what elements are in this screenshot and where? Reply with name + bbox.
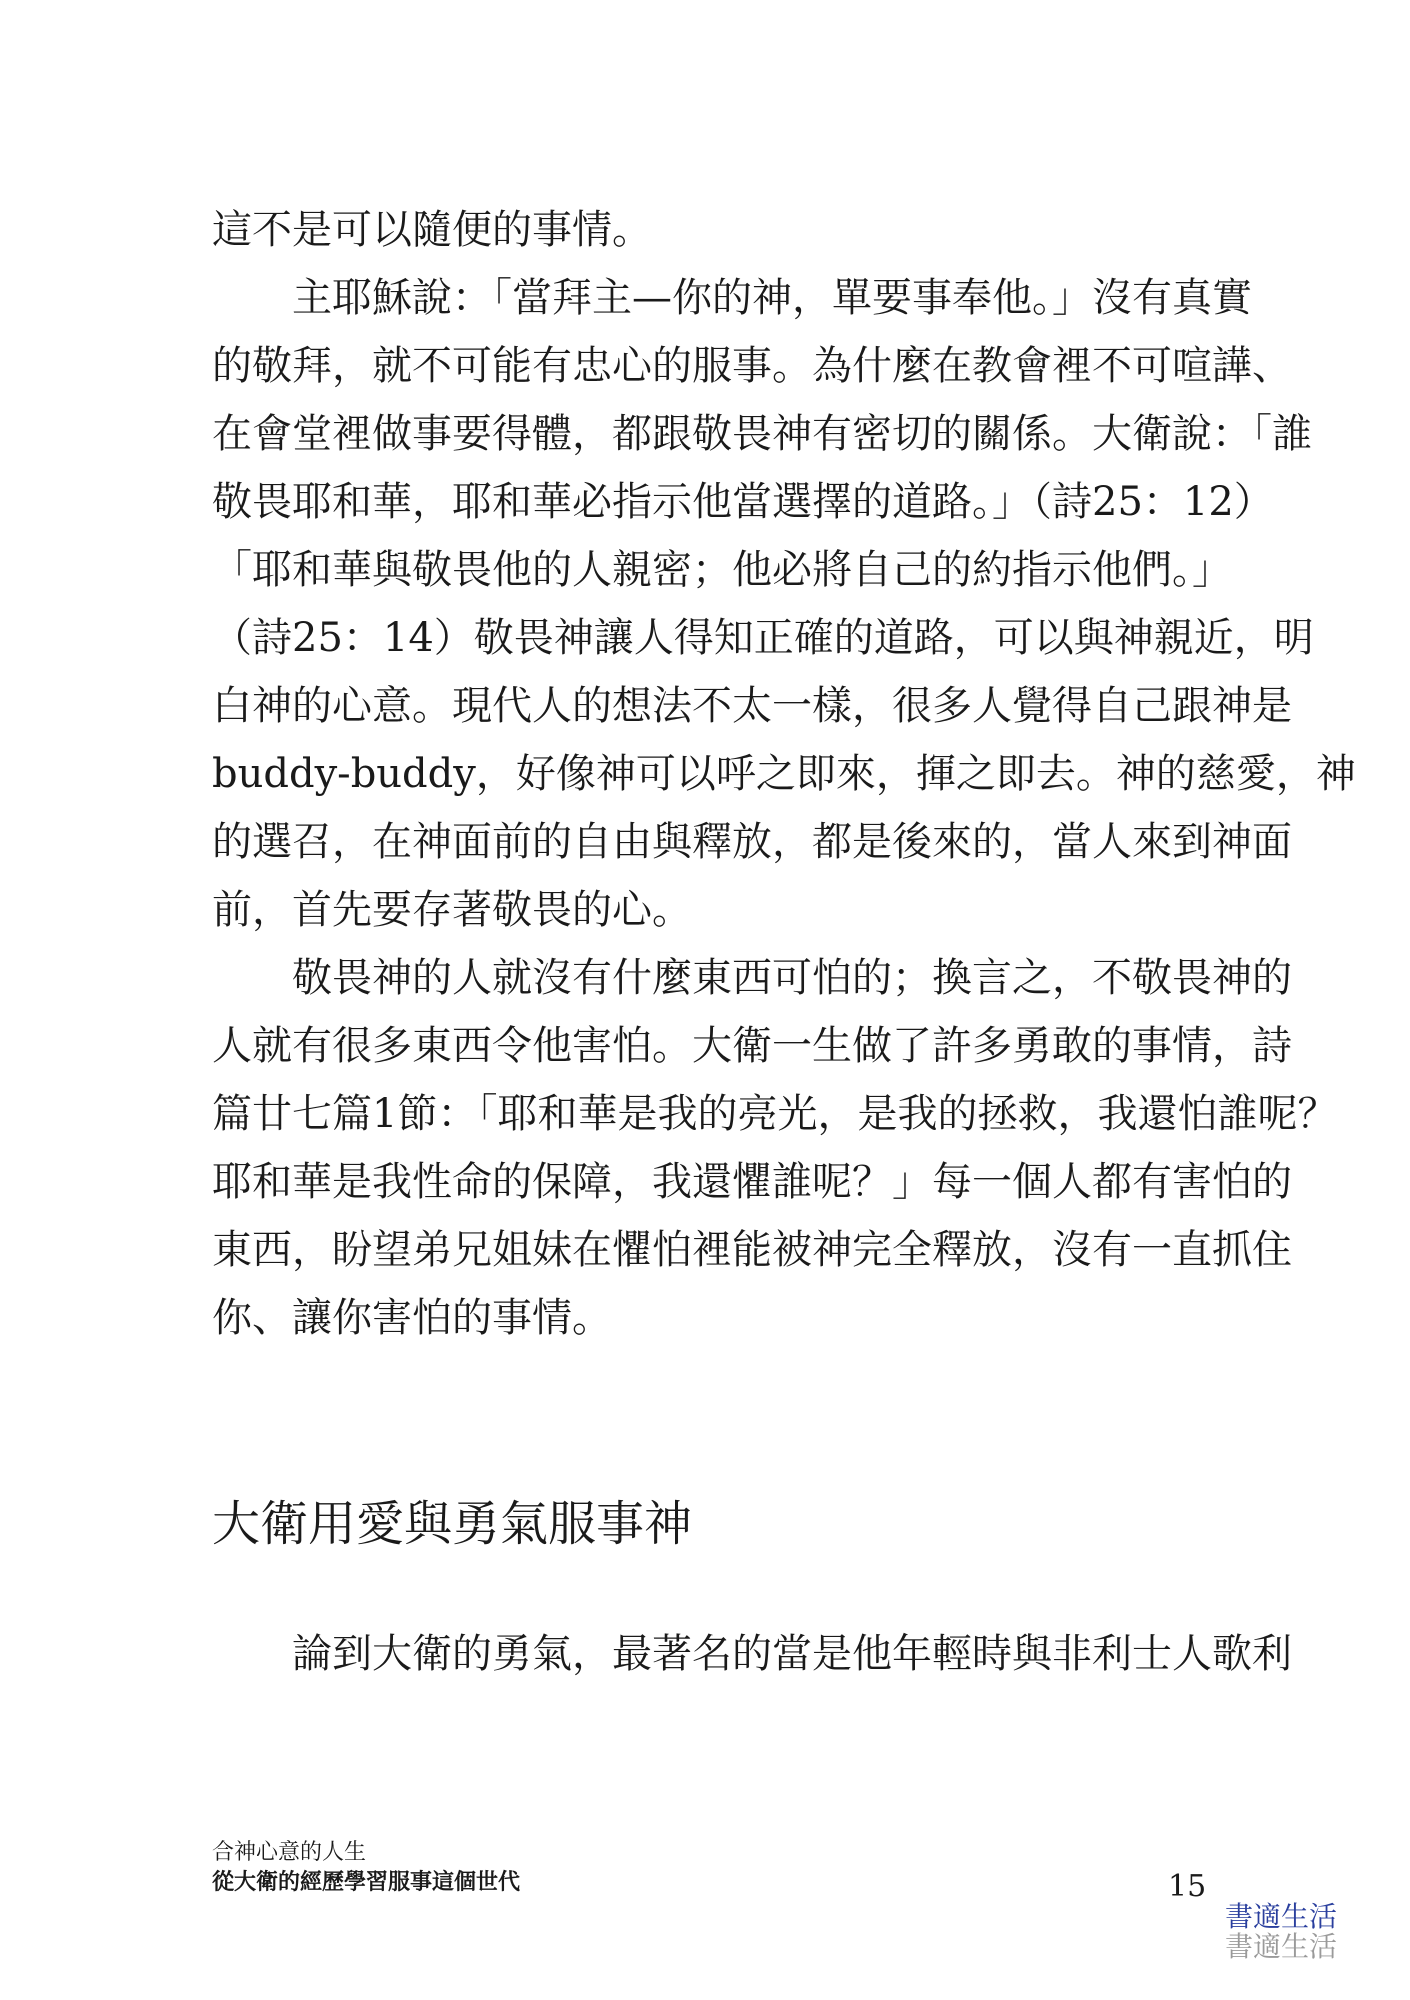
- paragraph-line: 這不是可以隨便的事情。: [212, 207, 652, 253]
- paragraph-line: 「耶和華與敬畏他的人親密；他必將自己的約指示他們。」: [212, 547, 1232, 593]
- paragraph-line: 白神的心意。現代人的想法不太一樣，很多人覺得自己跟神是: [212, 683, 1292, 729]
- section-heading: 大衛用愛與勇氣服事神: [212, 1496, 693, 1552]
- paragraph-line: 論到大衛的勇氣，最著名的當是他年輕時與非利士人歌利: [292, 1631, 1292, 1677]
- section-body: [212, 1620, 1292, 1688]
- paragraph-line: 耶和華是我性命的保障，我還懼誰呢？」每一個人都有害怕的: [212, 1159, 1292, 1205]
- page-number: 15: [1168, 1869, 1207, 1904]
- body-text: [212, 196, 1356, 1352]
- paragraph-line: 前，首先要存著敬畏的心。: [212, 887, 692, 933]
- paragraph-line: 你、讓你害怕的事情。: [212, 1295, 612, 1341]
- paragraph-line: 敬畏耶和華，耶和華必指示他當選擇的道路。」（詩25：12）: [212, 479, 1274, 525]
- paragraph-line: 的選召，在神面前的自由與釋放，都是後來的，當人來到神面: [212, 819, 1292, 865]
- brand-line: 書適生活: [1225, 1900, 1338, 1933]
- paragraph-line: 敬畏神的人就沒有什麼東西可怕的；換言之，不敬畏神的: [292, 955, 1292, 1001]
- paragraph-line: 主耶穌說：「當拜主—你的神，單要事奉他。」沒有真實: [292, 275, 1252, 321]
- paragraph-line: 人就有很多東西令他害怕。大衛一生做了許多勇敢的事情，詩: [212, 1023, 1292, 1069]
- publisher-watermark: [1225, 1902, 1337, 1962]
- paragraph-line: 在會堂裡做事要得體，都跟敬畏神有密切的關係。大衛說：「誰: [212, 411, 1312, 457]
- brand-line-shadow: 書適生活: [1225, 1930, 1338, 1963]
- book-title: 合神心意的人生: [212, 1840, 367, 1865]
- paragraph-line: buddy-buddy，好像神可以呼之即來，揮之即去。神的慈愛，神: [212, 751, 1356, 797]
- running-footer: [212, 1838, 520, 1898]
- paragraph-line: 東西，盼望弟兄姐妹在懼怕裡能被神完全釋放，沒有一直抓住: [212, 1227, 1292, 1273]
- book-subtitle: 從大衛的經歷學習服事這個世代: [212, 1870, 521, 1895]
- paragraph-line: 篇廿七篇1節：「耶和華是我的亮光，是我的拯救，我還怕誰呢？: [212, 1091, 1338, 1137]
- paragraph-line: 的敬拜，就不可能有忠心的服事。為什麼在教會裡不可喧譁、: [212, 343, 1292, 389]
- paragraph-line: （詩25：14）敬畏神讓人得知正確的道路，可以與神親近，明: [212, 615, 1314, 661]
